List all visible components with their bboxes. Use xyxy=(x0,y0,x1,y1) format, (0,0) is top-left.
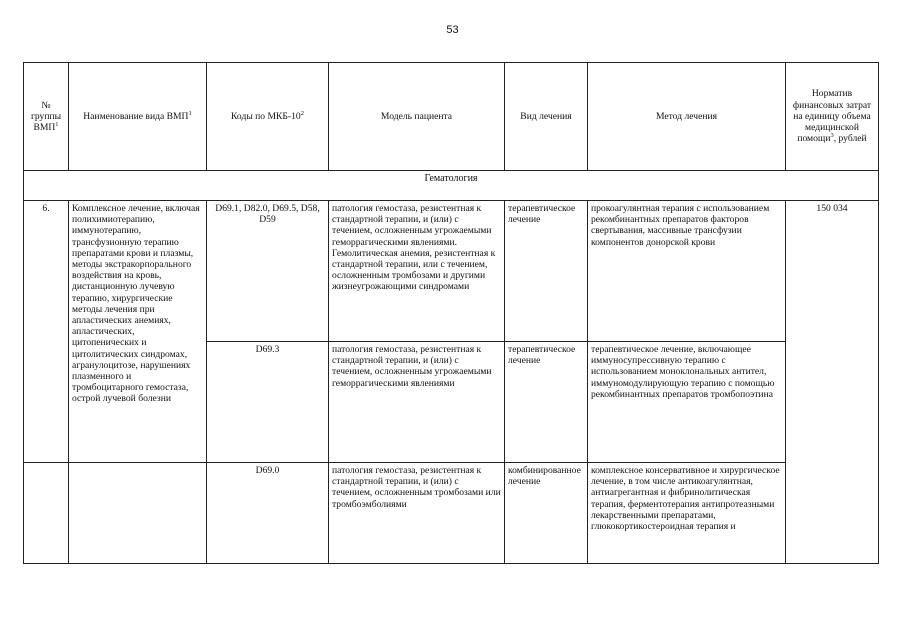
norm-cell: 150 034 xyxy=(786,201,879,564)
header-model: Модель пациента xyxy=(329,63,505,171)
section-row xyxy=(24,171,879,201)
method-cell: прокоагулянтная терапия с использованием рекомбинантных препаратов факторов свертывания, массивные трансфузии компонентов донорской крови xyxy=(588,201,786,342)
vmp-table xyxy=(23,62,879,564)
table-row xyxy=(24,463,879,564)
model-cell: патология гемостаза, резистентная к стандартной терапии, и (или) с течением, осложненным угрожаемыми геморрагическими явлениями xyxy=(329,342,505,463)
treatment-type-cell: терапевтическое лечение xyxy=(505,201,588,342)
empty-cell xyxy=(24,463,69,564)
codes-cell: D69.0 xyxy=(207,463,329,564)
page-number: 53 xyxy=(446,24,459,36)
table-row xyxy=(24,201,879,342)
header-method: Метод лечения xyxy=(588,63,786,171)
group-name: Комплексное лечение, включая полихимиотерапию, иммунотерапию, трансфузионную терапию препаратами крови и плазмы, методы экстракорпорального воздействия на кровь, дистанционную лучевую терапию, хирургические методы лечения при апластических анемиях, апластических, цитопенических и цитолитических синдромах, агранулоцитозе, нарушениях плазменного и тромбоцитарного гемостаза, острой лучевой болезни xyxy=(69,201,207,463)
model-cell: патология гемостаза, резистентная к стандартной терапии, и (или) с течением, осложненным тромбозами или тромбоэмболиями xyxy=(329,463,505,564)
group-number: 6. xyxy=(24,201,69,463)
codes-cell: D69.1, D82.0, D69.5, D58, D59 xyxy=(207,201,329,342)
header-name: Наименование вида ВМП$^1$ xyxy=(69,63,207,171)
header-row xyxy=(24,63,879,171)
header-norm: Норматив финансовых затрат на единицу объема медицинской помощи$^3$, рублей xyxy=(786,63,879,171)
header-codes: Коды по МКБ-$10^2$ xyxy=(207,63,329,171)
method-cell: терапевтическое лечение, включающее иммуносупрессивную терапию с использованием моноклональных антител, иммуномодулирующую терапию с помощью рекомбинантных препаратов тромбопоэтина xyxy=(588,342,786,463)
model-cell: патология гемостаза, резистентная к стандартной терапии, и (или) с течением, осложненным угрожаемыми геморрагическими явлениями. Гемолитическая анемия, резистентная к стандартной терапии, или с течением, осложненным тромбозами и другими жизнеугрожающими синдромами xyxy=(329,201,505,342)
treatment-type-cell: терапевтическое лечение xyxy=(505,342,588,463)
section-title: Гематология xyxy=(24,171,879,201)
codes-cell: D69.3 xyxy=(207,342,329,463)
method-cell: комплексное консервативное и хирургическое лечение, в том числе антикоагулянтная, антиагрегантная и фибринолитическая терапия, ферментотерапия антипротеазными лекарственными препаратами, глюкокортикостероидная терапия и xyxy=(588,463,786,564)
header-group-no: № группы ВМП$^1$ xyxy=(24,63,69,171)
empty-cell xyxy=(69,463,207,564)
treatment-type-cell: комбинированное лечение xyxy=(505,463,588,564)
header-treatment-type: Вид лечения xyxy=(505,63,588,171)
